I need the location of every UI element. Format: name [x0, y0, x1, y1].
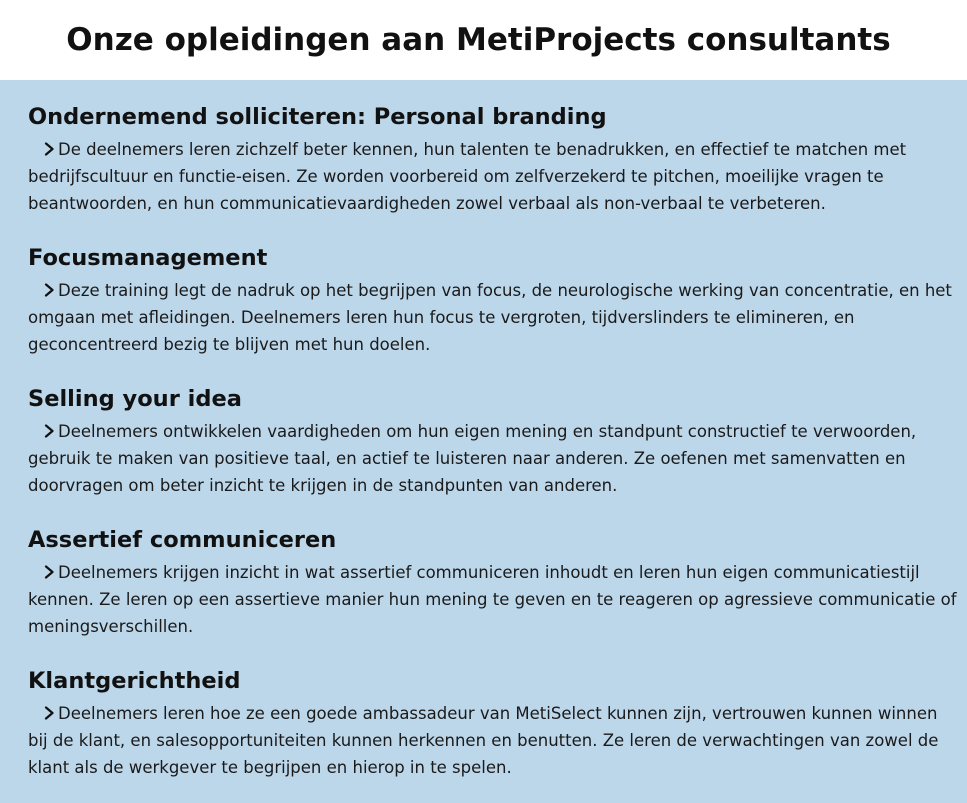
course-description: [28, 277, 958, 358]
chevron-right-icon: [44, 565, 55, 579]
course-item: [28, 102, 967, 217]
course-item: [28, 243, 967, 358]
chevron-right-icon: [44, 142, 55, 156]
header: [0, 0, 967, 80]
course-description-text: De deelnemers leren zichzelf beter kennen, hun talenten te benadrukken, en effectief te matchen met bedrijfscultuur en functie-eisen. Ze worden voorbereid om zelfverzekerd te pitchen, moeilijke vragen te beantwoorden, en hun communicatievaardigheden zowel verbaal als non-verbaal te verbeteren.: [28, 140, 907, 213]
course-title: Assertief communiceren: [28, 527, 337, 553]
course-description-text: Deelnemers krijgen inzicht in wat assertief communiceren inhoudt en leren hun eigen communicatiestijl kennen. Ze leren op een assertieve manier hun mening te geven en te reageren op agressieve communicatie of meningsverschillen.: [28, 563, 957, 636]
course-description-text: Deze training legt de nadruk op het begrijpen van focus, de neurologische werking van concentratie, en het omgaan met afleidingen. Deelnemers leren hun focus te vergroten, tijdverslinders te elimineren, en geconcentreerd bezig te blijven met hun doelen.: [28, 281, 952, 354]
course-item: [28, 666, 967, 781]
course-description: [28, 700, 958, 781]
course-title: Selling your idea: [28, 386, 242, 412]
chevron-right-icon: [44, 424, 55, 438]
course-description: [28, 136, 958, 217]
course-list: [0, 80, 967, 803]
course-description-text: Deelnemers ontwikkelen vaardigheden om hun eigen mening en standpunt constructief te verwoorden, gebruik te maken van positieve taal, en actief te luisteren naar anderen. Ze oefenen met samenvatten en doorvragen om beter inzicht te krijgen in de standpunten van anderen.: [28, 422, 917, 495]
course-item: [28, 384, 967, 499]
course-item: [28, 525, 967, 640]
course-title: Klantgerichtheid: [28, 668, 241, 694]
page-title: Onze opleidingen aan MetiProjects consultants: [66, 22, 891, 58]
course-description: [28, 559, 958, 640]
course-title: Focusmanagement: [28, 245, 268, 271]
course-title: Ondernemend solliciteren: Personal branding: [28, 104, 607, 130]
chevron-right-icon: [44, 706, 55, 720]
course-description: [28, 418, 958, 499]
chevron-right-icon: [44, 283, 55, 297]
course-description-text: Deelnemers leren hoe ze een goede ambassadeur van MetiSelect kunnen zijn, vertrouwen kunnen winnen bij de klant, en salesopportuniteiten kunnen herkennen en benutten. Ze leren de verwachtingen van zowel de klant als de werkgever te begrijpen en hierop in te spelen.: [28, 704, 939, 777]
